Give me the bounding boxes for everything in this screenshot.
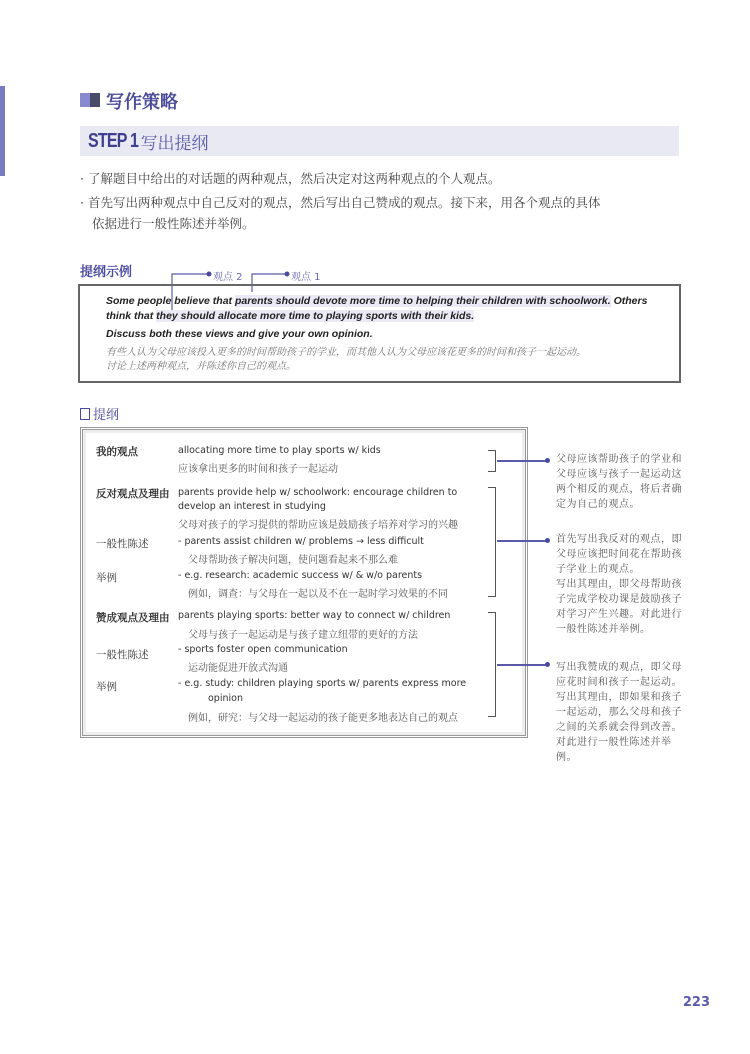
viewpoint-1-tag: 观点 1 [291,272,321,283]
outline-label: 举例 [96,572,117,584]
outline-cn: 应该拿出更多的时间和孩子一起运动 [178,464,338,475]
question-box [78,284,681,383]
question-text: Some people believe that parents should devote more time to helping their children with schoolwork. Others think that they should allocate more time to playing sports with their kids. [106,295,648,322]
side-tab-marker [0,86,5,176]
outline-label: 一般性陈述 [96,538,149,550]
bullet-2-line-2: 依据进行一般性陈述并举例。 [92,216,255,231]
outline-en: develop an interest in studying [178,501,326,512]
page-number: 223 [682,995,710,1010]
bracket [488,450,496,472]
bracket [488,487,496,597]
step-title: 写出提纲 [140,133,209,154]
outline-label: 我的观点 [96,446,138,458]
outline-cn: 父母帮助孩子解决问题，使问题看起来不那么难 [188,555,398,566]
step-banner [80,126,679,156]
viewpoint-2-tag: 观点 2 [213,272,243,283]
step-label: STEP 1 [88,129,139,152]
note-1: 父母应该帮助孩子的学业和父母应该与孩子一起运动这两个相反的观点，将后者确定为自己的观点。 [556,454,682,510]
outline-en: - e.g. study: children playing sports w/ parents express more [178,678,467,689]
question-translation-1: 有些人认为父母应该投入更多的时间帮助孩子的学业，而其他人认为父母应该花更多的时间和孩子一起运动。 [106,347,586,358]
connector-dot [545,662,550,667]
outline-label: 举例 [96,681,117,693]
connector-line [497,460,547,462]
connector-dot [545,538,550,543]
section-title [80,88,178,114]
note-3: 写出我赞成的观点，即父母应花时间和孩子一起运动。 写出其理由，即如果和孩子一起运动，那么父母和孩子之间的关系就会得到改善。对此进行一般性陈述并举例。 [556,662,682,763]
outline-label: 一般性陈述 [96,649,149,661]
bracket [488,612,496,717]
question-translation-2: 讨论上述两种观点，并陈述你自己的观点。 [106,361,296,372]
outline-en: - e.g. research: academic success w/ & w/o parents [178,570,423,581]
outline-en: opinion [208,693,243,704]
section-title-text: 写作策略 [106,92,178,113]
outline-en: parents playing sports: better way to connect w/ children [178,610,451,621]
outline-cn: 例如，研究：与父母一起运动的孩子能更多地表达自己的观点 [188,713,458,724]
connector-line [497,664,547,666]
connector-dot [545,458,550,463]
outline-label: 赞成观点及理由 [96,612,170,624]
outline-en: parents provide help w/ schoolwork: encourage children to [178,487,458,498]
outline-en: - parents assist children w/ problems → less difficult [178,536,424,547]
question-instruction: Discuss both these views and give your own opinion. [106,328,373,340]
document-icon [80,408,90,420]
connector-line [497,540,547,542]
example-heading: 提纲示例 [80,265,133,280]
note-2: 首先写出我反对的观点，即父母应该把时间花在帮助孩子学业上的观点。 写出其理由，即父母帮助孩子完成学校功课是鼓励孩子对学习产生兴趣。对此进行一般性陈述并举例。 [556,534,682,635]
title-marker-icon [80,91,100,112]
bullet-1: · 了解题目中给出的对话题的两种观点，然后决定对这两种观点的个人观点。 [80,171,501,186]
outline-cn: 父母对孩子的学习提供的帮助应该是鼓励孩子培养对学习的兴趣 [178,520,458,531]
outline-heading-text: 提纲 [93,408,120,423]
outline-cn: 运动能促进开放式沟通 [188,663,288,674]
outline-en: - sports foster open communication [178,644,348,655]
bullet-2 [80,192,680,234]
outline-en: allocating more time to play sports w/ kids [178,445,381,456]
outline-cn: 父母与孩子一起运动是与孩子建立纽带的更好的方法 [188,630,418,641]
outline-cn: 例如，调查：与父母在一起以及不在一起时学习效果的不同 [188,589,448,600]
bullet-2-line-1: · 首先写出两种观点中自己反对的观点，然后写出自己赞成的观点。接下来，用各个观点的具体 [80,195,601,210]
outline-label: 反对观点及理由 [96,488,170,500]
outline-heading [80,404,119,423]
